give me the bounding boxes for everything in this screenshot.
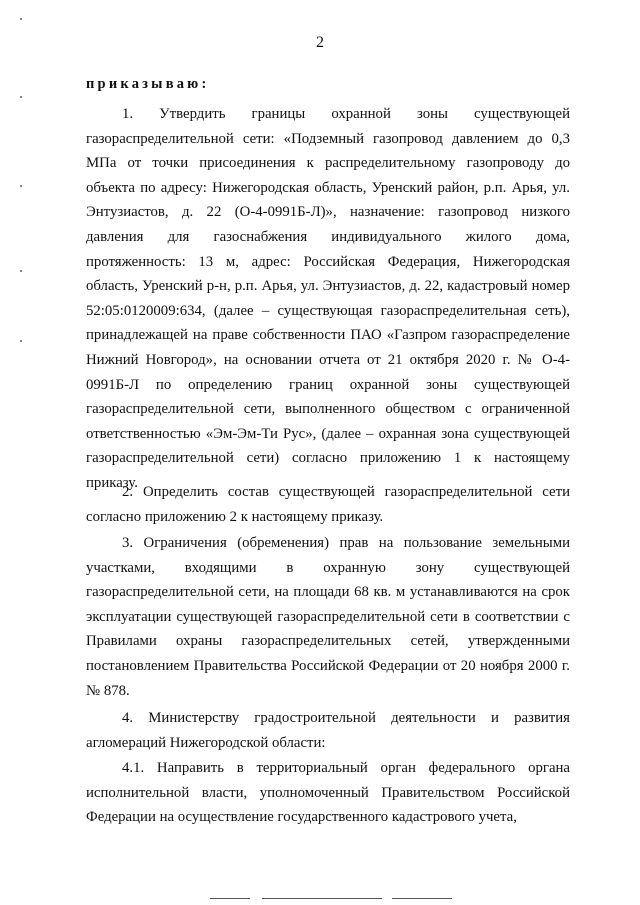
paragraph-4-1: 4.1. Направить в территориальный орган федерального органа исполнительной власти, уполномоченный Правительством Российской Федерации на осуществление государственного кадастрового учета, [86,760,570,826]
paragraph-2: 2. Определить состав существующей газораспределительной сети согласно приложению 2 к настоящему приказу. [86,484,570,525]
scan-line [392,898,452,899]
scan-mark [20,18,22,20]
paragraph-4: 4. Министерству градостроительной деятельности и развития агломераций Нижегородской области: [86,710,570,751]
paragraph-3: 3. Ограничения (обременения) прав на пользование земельными участками, входящими в охранную зону существующей газораспределительной сети, на площади 68 кв. м устанавливаются на срок эксплуатации существующей газораспределительной сети в соответствии с Правилами охраны газораспределительных сетей, утвержденными постановлением Правительства Российской Федерации от 20 ноября 2000 г. № 878. [86,535,570,699]
page-number: 2 [316,34,324,51]
scan-mark [20,340,22,342]
scan-mark [20,270,22,272]
scan-line [262,898,382,899]
heading-order: приказываю: [86,76,210,92]
scan-line [210,898,250,899]
scan-mark [20,96,22,98]
paragraph-1: 1. Утвердить границы охранной зоны существующей газораспределительной сети: «Подземный газопровод давлением до 0,3 МПа от точки присоединения к распределительному газопроводу до объекта по адресу: Нижегородская область, Уренский район, р.п. Арья, ул. Энтузиастов, д. 22 (О-4-0991Б-Л)», назначение: газопровод низкого давления для газоснабжения индивидуального жилого дома, протяженность: 13 м, адрес: Российская Федерация, Нижегородская область, Уренский р-н, р.п. Арья, ул. Энтузиастов, д. 22, кадастровый номер 52:05:0120009:634, (далее – существующая газораспределительная сеть), принадлежащей на праве собственности ПАО «Газпром газораспределение Нижний Новгород», на основании отчета от 21 октября 2020 г. № О-4-0991Б-Л по определению границ охранной зоны существующей газораспределительной сети, выполненного обществом с ограниченной ответственностью «Эм-Эм-Ти Рус», (далее – охранная зона существующей газораспределительной сети) согласно приложению 1 к настоящему приказу. [86,106,570,491]
scan-mark [20,185,22,187]
